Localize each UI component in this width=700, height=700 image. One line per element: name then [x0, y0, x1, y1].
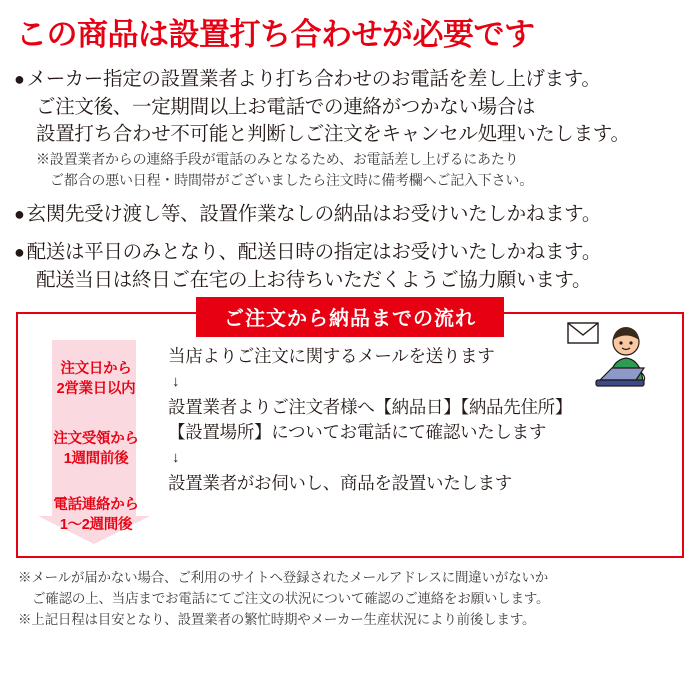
notice-text: メーカー指定の設置業者より打ち合わせのお電話を差し上げます。 — [26, 68, 601, 91]
bullet-icon: ● — [14, 69, 25, 90]
notice-text: 配送は平日のみとなり、配送日時の指定はお受けいたしかねます。 — [26, 240, 602, 263]
notice-text: 設置打ち合わせ不可能と判断しご注文をキャンセル処理いたします。 — [36, 123, 630, 146]
flow-step-3: 設置業者がお伺いし、商品を設置いたします — [168, 472, 512, 493]
notice-text: ご注文後、一定期間以上お電話での連絡がつかない場合は — [36, 95, 536, 118]
flow-step-2-line2: 【設置場所】についてお電話にて確認いたします — [168, 421, 547, 442]
mail-icon — [568, 323, 598, 343]
flow-panel-title: ご注文から納品までの流れ — [196, 297, 504, 337]
notice-block-3 — [14, 239, 686, 294]
step-connector-arrow-2: ↓ — [172, 448, 180, 466]
notice-text: 配送当日は終日ご在宅の上お待ちいただくようご協力願います。 — [36, 268, 592, 291]
page-title: この商品は設置打ち合わせが必要です — [16, 17, 535, 52]
notice-subnote: ※設置業者からの連絡手段が電話のみとなるため、お電話差し上げるにあたり — [36, 151, 519, 168]
bullet-icon: ● — [14, 204, 25, 225]
notice-subnote: ご都合の悪い日程・時間帯がございましたら注文時に備考欄へご記入下さい。 — [50, 172, 533, 189]
notice-block-1 — [14, 66, 686, 191]
order-flow-panel — [16, 308, 684, 558]
footer-note-3: ※上記日程は目安となり、設置業者の繁忙時期やメーカー生産状況により前後します。 — [18, 612, 536, 628]
timeline-label-2: 注文受領から 1週間前後 — [53, 431, 139, 467]
footer-notes — [18, 568, 682, 631]
person-laptop-mail-illustration — [566, 320, 670, 396]
notice-line — [14, 239, 686, 267]
footer-note-1: ※メールが届かない場合、ご利用のサイトへ登録されたメールアドレスに間違いがないか — [18, 570, 549, 586]
footer-note-2: ご確認の上、当店までお電話にてご注文の状況について確認のご連絡をお願いします。 — [32, 591, 550, 607]
flow-step-1: 当店よりご注文に関するメールを送ります — [168, 346, 495, 367]
bullet-icon: ● — [14, 241, 25, 262]
notice-line — [14, 66, 686, 94]
flow-step-2: 設置業者よりご注文者様へ【納品日】【納品先住所】 — [168, 397, 573, 418]
step-connector-arrow-1: ↓ — [172, 373, 180, 391]
timeline-label-3: 電話連絡から 1～2週間後 — [53, 497, 139, 533]
timeline-arrow-column — [30, 334, 162, 546]
notice-line — [14, 201, 686, 229]
notice-block-2 — [14, 201, 686, 229]
timeline-label-1: 注文日から 2営業日以内 — [56, 361, 136, 397]
notice-text: 玄関先受け渡し等、設置作業なしの納品はお受けいたしかねます。 — [26, 203, 602, 226]
